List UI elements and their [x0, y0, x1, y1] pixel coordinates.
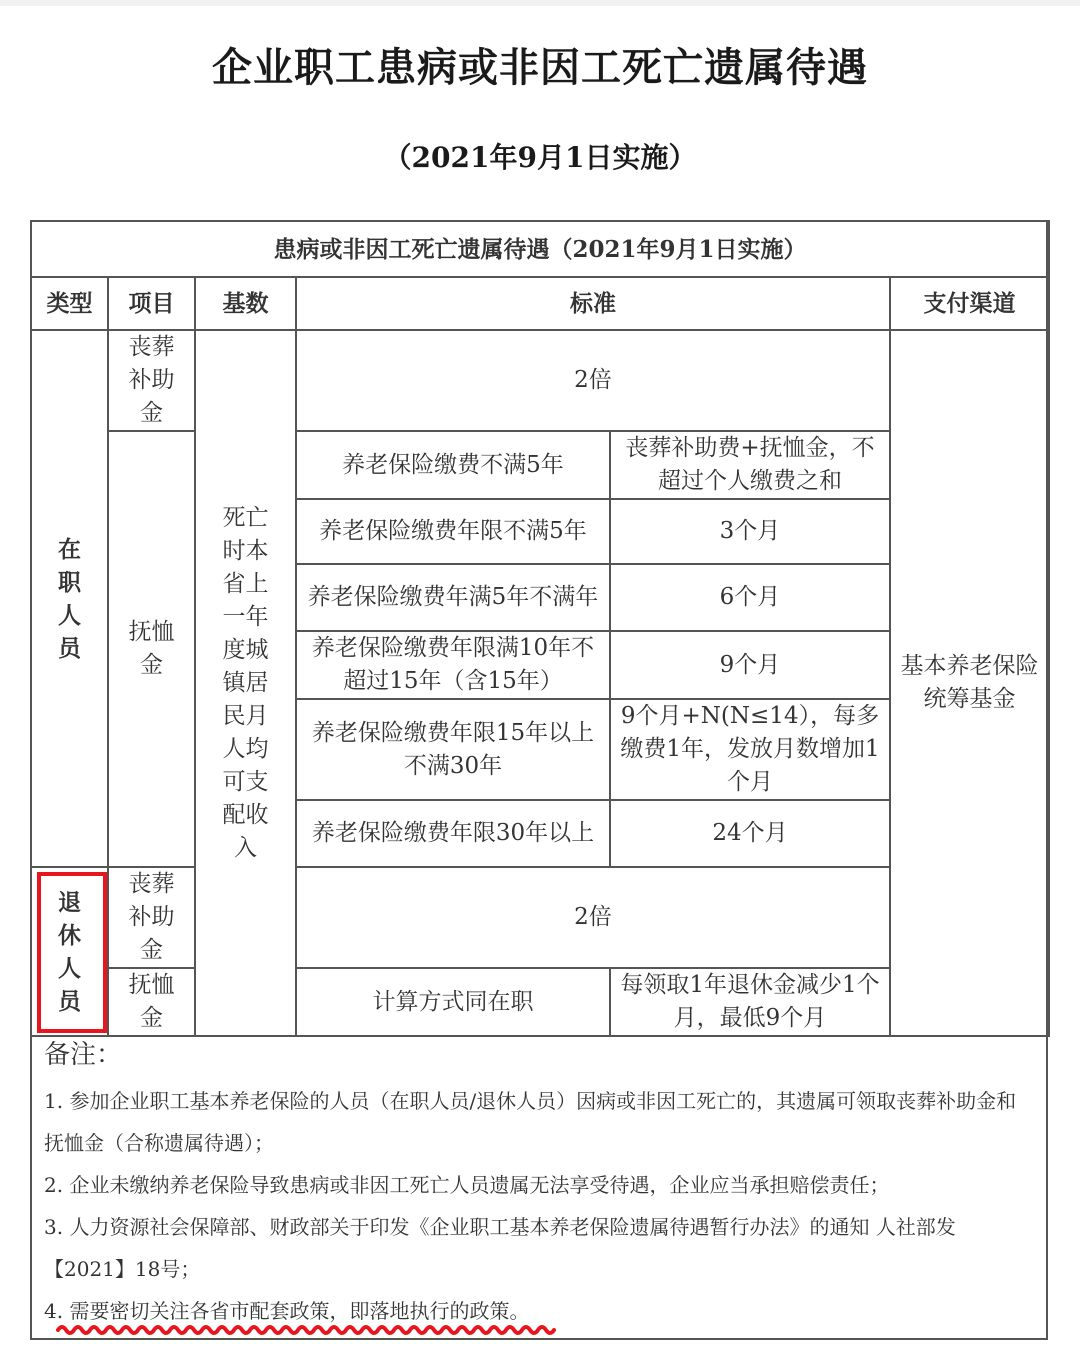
table-caption: 患病或非因工死亡遗属待遇（2021年9月1日实施）: [31, 221, 1049, 277]
base-label: 死亡时本省上一年度城镇居民月人均可支配收入: [222, 504, 269, 861]
benefit-cell: 9个月: [610, 631, 890, 699]
retired-pension-item: [108, 968, 195, 1036]
condition-cell: 养老保险缴费年限不满5年: [296, 499, 610, 564]
active-funeral-item: [108, 330, 195, 431]
header-channel: 支付渠道: [890, 277, 1049, 330]
retired-pension-condition: 计算方式同在职: [296, 968, 610, 1036]
top-border-line: [0, 0, 1080, 6]
highlight-box: [37, 872, 107, 1033]
active-pension-item-label: 抚恤金: [128, 619, 175, 678]
retired-pension-item-label: 抚恤金: [128, 972, 175, 1031]
retired-funeral-standard: 2倍: [296, 867, 890, 968]
type-active: [31, 330, 108, 867]
page-subtitle: （2021年9月1日实施）: [383, 141, 697, 174]
retired-funeral-item-label: 丧葬补助金: [128, 871, 175, 963]
condition-cell: 养老保险缴费不满5年: [296, 431, 610, 499]
benefits-table: [30, 220, 1050, 1037]
channel-cell: [890, 330, 1049, 1036]
active-funeral-standard: 2倍: [296, 330, 890, 431]
channel-label: 基本养老保险统筹基金: [900, 653, 1039, 712]
benefit-cell: 丧葬补助费+抚恤金，不超过个人缴费之和: [610, 431, 890, 499]
header-type: 类型: [31, 277, 108, 330]
benefit-cell: 6个月: [610, 564, 890, 631]
header-standard: 标准: [296, 277, 890, 330]
header-item: 项目: [108, 277, 195, 330]
benefit-cell: 3个月: [610, 499, 890, 564]
benefit-cell: 24个月: [610, 800, 890, 867]
active-funeral-item-label: 丧葬补助金: [128, 334, 175, 426]
retired-funeral-item: [108, 867, 195, 968]
type-active-label: 在职人员: [58, 535, 81, 662]
wavy-underline: [56, 1322, 556, 1338]
condition-cell: 养老保险缴费年限30年以上: [296, 800, 610, 867]
note-item: 3. 人力资源社会保障部、财政部关于印发《企业职工基本养老保险遗属待遇暂行办法》的通知 人社部发【2021】18号；: [44, 1215, 956, 1281]
condition-cell: 养老保险缴费年满5年不满年: [296, 564, 610, 631]
notes-title: 备注：: [44, 1040, 123, 1070]
condition-cell: 养老保险缴费年限满10年不超过15年（含15年）: [296, 631, 610, 699]
base-cell: [195, 330, 296, 1036]
active-pension-item: [108, 431, 195, 867]
header-base: 基数: [195, 277, 296, 330]
note-item: 2. 企业未缴纳养老保险导致患病或非因工死亡人员遗属无法享受待遇，企业应当承担赔偿责任；: [44, 1173, 890, 1197]
note-item: 1. 参加企业职工基本养老保险的人员（在职人员/退休人员）因病或非因工死亡的，其遗属可领取丧葬补助金和抚恤金（合称遗属待遇）；: [44, 1089, 1017, 1155]
benefit-cell: 9个月+N(N≤14），每多缴费1年，发放月数增加1个月: [610, 699, 890, 800]
condition-cell: 养老保险缴费年限15年以上不满30年: [296, 699, 610, 800]
type-retired: [31, 867, 108, 1036]
page-title: 企业职工患病或非因工死亡遗属待遇: [212, 44, 868, 91]
type-retired-label: 退休人员: [58, 888, 81, 1015]
retired-pension-benefit: 每领取1年退休金减少1个月，最低9个月: [610, 968, 890, 1036]
note-item: 4. 需要密切关注各省市配套政策，即落地执行的政策。: [44, 1299, 530, 1323]
